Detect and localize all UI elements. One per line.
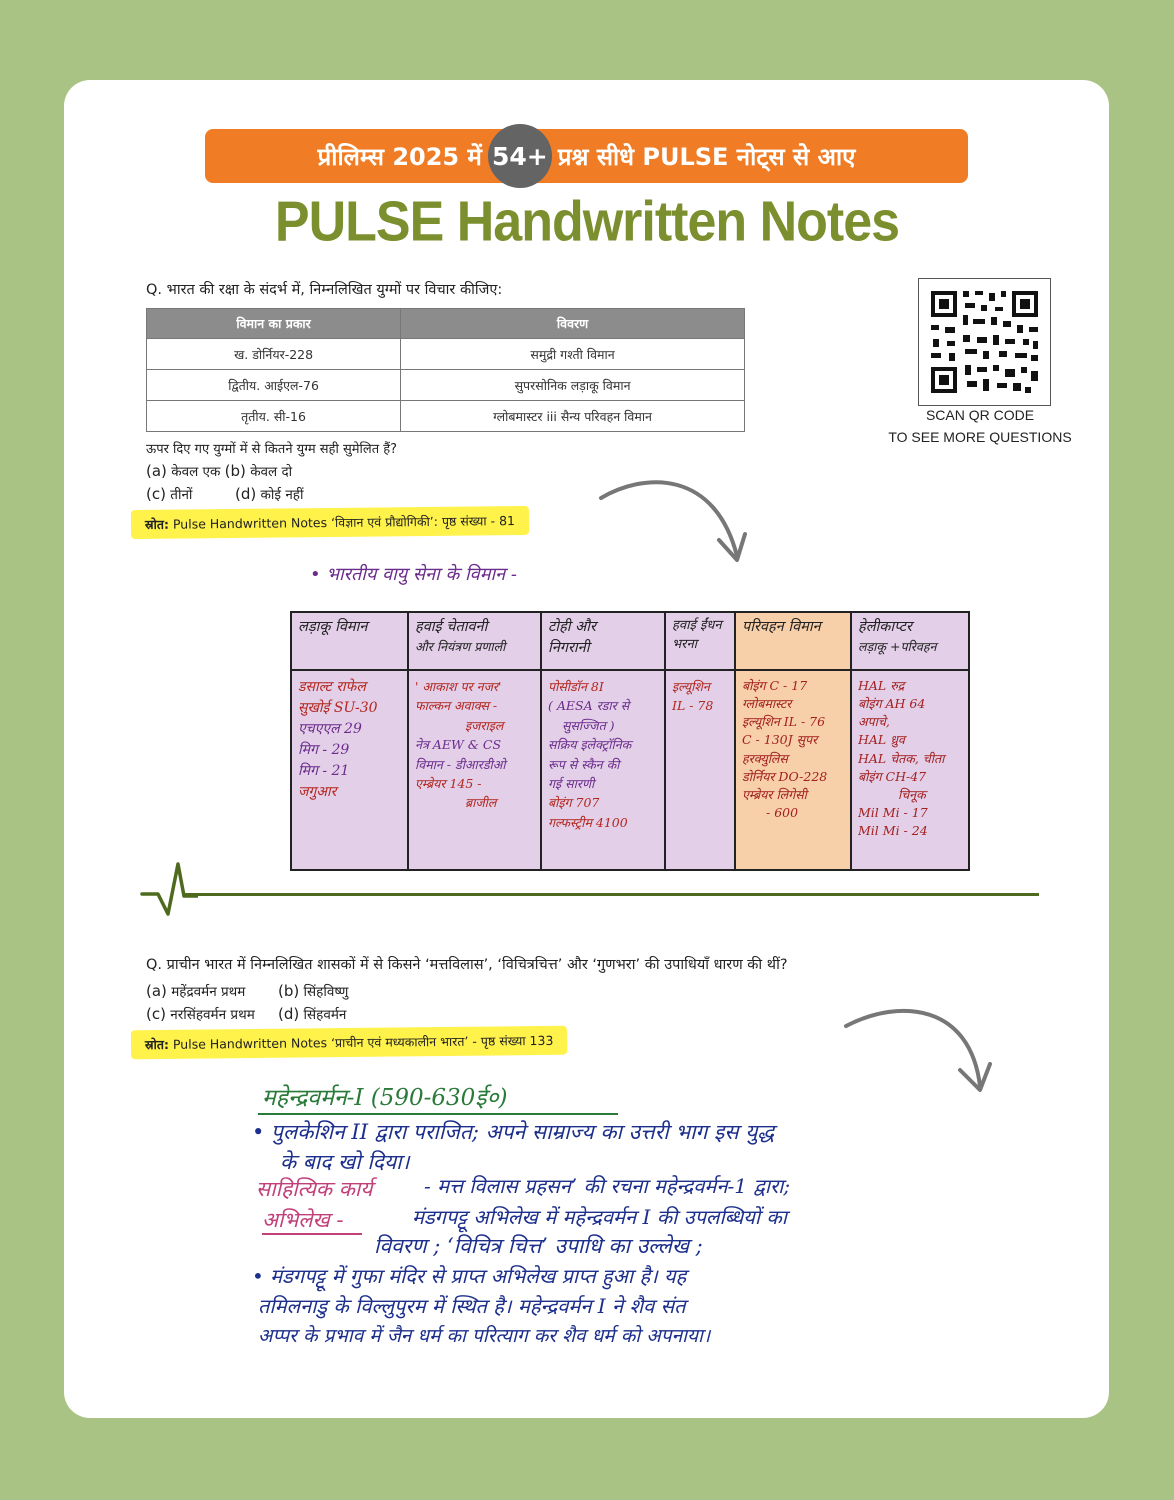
handwritten-line: • पुलकेशिन II द्वारा पराजित; अपने साम्राज्य का उत्तरी भाग इस युद्ध xyxy=(252,1120,775,1144)
qr-code[interactable] xyxy=(918,278,1051,406)
arrow-curve-icon xyxy=(595,470,755,570)
handwritten-line: तमिलनाडु के विल्लुपुरम में स्थित है। महेन्द्रवर्मन I ने शैव संत xyxy=(258,1294,686,1318)
table-cell: ख. डोर्नियर-228 xyxy=(147,339,401,370)
table-cell: समुद्री गश्ती विमान xyxy=(401,339,745,370)
handwritten-line: के बाद खो दिया। xyxy=(280,1150,410,1174)
qr-code-icon xyxy=(919,279,1050,405)
table-cell-helicopter: HAL रुद्र बोइंग AH 64 अपाचे, HAL ध्रुव HAL चेतक, चीता बोइंग CH-47 चिनूक Mil Mi - 17 Mil Mi - 24 xyxy=(851,670,969,870)
option-label: (b) xyxy=(278,982,300,1000)
handwritten-line: अप्पर के प्रभाव में जैन धर्म का परित्याग कर शैव धर्म को अपनाया। xyxy=(258,1325,711,1347)
table-header-row xyxy=(147,309,745,339)
option-b xyxy=(278,982,348,1000)
banner-text-after: प्रश्न सीधे PULSE नोट्स से आए xyxy=(557,142,856,171)
source-text: Pulse Handwritten Notes ‘प्राचीन एवं मध्यकालीन भारत’ - पृष्ठ संख्या 133 xyxy=(172,1032,554,1052)
option-text: कोई नहीं xyxy=(260,487,304,503)
handwritten-line: - मत्त विलास प्रहसन’ की रचना महेन्द्रवर्मन-1 द्वारा; xyxy=(424,1174,791,1198)
source-citation-1 xyxy=(131,506,529,539)
source-citation-2 xyxy=(131,1026,568,1060)
qr-caption-line2: TO SEE MORE QUESTIONS xyxy=(888,429,1072,445)
table-row xyxy=(291,670,969,870)
table-cell: द्वितीय. आईएल-76 xyxy=(147,370,401,401)
handwritten-line: • मंडगपट्टू में गुफा मंदिर से प्राप्त अभिलेख प्राप्त हुआ है। यह xyxy=(252,1264,687,1288)
table-header: टोही और निगरानी xyxy=(541,612,665,670)
option-text: सिंहवर्मन xyxy=(303,1007,347,1023)
option-label: (d) xyxy=(235,485,257,503)
section-divider xyxy=(183,893,1039,896)
option-label: (c) xyxy=(146,1005,166,1023)
option-label: (a) xyxy=(146,462,167,480)
table-header: हवाई ईंधन भरना xyxy=(665,612,735,670)
option-d xyxy=(278,1005,346,1023)
table-cell: तृतीय. सी-16 xyxy=(147,401,401,432)
option-a xyxy=(146,462,292,480)
option-label: (d) xyxy=(278,1005,300,1023)
question-1-table xyxy=(146,308,745,432)
option-text: नरसिंहवर्मन प्रथम xyxy=(170,1007,255,1023)
option-label: (b) xyxy=(224,462,246,480)
option-d xyxy=(235,485,303,503)
table-cell: ग्लोबमास्टर iii सैन्य परिवहन विमान xyxy=(401,401,745,432)
banner-text-before: प्रीलिम्स 2025 में xyxy=(317,142,482,171)
option-text: महेंद्रवर्मन प्रथम xyxy=(171,984,246,1000)
source-label: स्रोत: xyxy=(144,516,170,532)
table-cell-refuel: इल्यूशिन IL - 78 xyxy=(665,670,735,870)
table-cell-recon: पोसीडॉन 8I ( AESA रडार से सुसज्जित ) सक्रिय इलेक्ट्रॉनिक रूप से स्कैन की गई सारणी बोइंग 707 गल्फस्ट्रीम 4100 xyxy=(541,670,665,870)
table-row xyxy=(147,370,745,401)
label-underline xyxy=(262,1233,362,1235)
option-text: केवल दो xyxy=(250,464,293,480)
table-header: परिवहन विमान xyxy=(735,612,851,670)
table-cell-awacs: ' आकाश पर नजर' फाल्कन अवाक्स - इजराइल नेत्र AEW & CS विमान - डीआरडीओ एम्ब्रेयर 145 - ब्राजील xyxy=(408,670,541,870)
page-title: PULSE Handwritten Notes xyxy=(274,190,900,254)
heading-underline xyxy=(258,1113,618,1115)
handwritten-line: विवरण ; ‘विचित्र चित्त’ उपाधि का उल्लेख ; xyxy=(374,1234,703,1258)
option-c xyxy=(146,1005,255,1023)
label-inscription: अभिलेख - xyxy=(262,1208,344,1232)
question-1: Q. भारत की रक्षा के संदर्भ में, निम्नलिखित युग्मों पर विचार कीजिए: xyxy=(146,282,503,298)
heartbeat-line-icon xyxy=(138,860,198,920)
table-header: लड़ाकू विमान xyxy=(291,612,408,670)
label-literary-work: साहित्यिक कार्य xyxy=(256,1177,373,1201)
option-a xyxy=(146,982,245,1000)
table-cell-fighter: डसाल्ट राफेल सुखोई SU-30 एचएएल 29 मिग - 29 मिग - 21 जगुआर xyxy=(291,670,408,870)
table-row xyxy=(147,401,745,432)
option-label: (a) xyxy=(146,982,167,1000)
handwritten-heading-1: • भारतीय वायु सेना के विमान - xyxy=(310,564,517,585)
option-text: केवल एक xyxy=(171,464,221,480)
question-2: Q. प्राचीन भारत में निम्नलिखित शासकों में से किसने ‘मत्तविलास’, ‘विचित्रचित्त’ और ‘गुणभरा’ की उपाधियाँ धारण की थीं? xyxy=(146,957,788,973)
source-text: Pulse Handwritten Notes ‘विज्ञान एवं प्रौद्योगिकी’: पृष्ठ संख्या - 81 xyxy=(172,513,516,532)
table-header: हवाई चेतावनी और नियंत्रण प्रणाली xyxy=(408,612,541,670)
promo-banner xyxy=(205,129,968,183)
arrow-curve-icon xyxy=(840,1000,1000,1100)
option-c xyxy=(146,485,192,503)
handwritten-aircraft-table xyxy=(290,611,970,871)
table-cell: सुपरसोनिक लड़ाकू विमान xyxy=(401,370,745,401)
option-text: सिंहविष्णु xyxy=(303,984,349,1000)
handwritten-heading-2: महेन्द्रवर्मन-I (590-630ई०) xyxy=(262,1085,508,1111)
table-header-row xyxy=(291,612,969,670)
table-cell-transport: बोइंग C - 17 ग्लोबमास्टर इल्यूशिन IL - 76 C - 130J सुपर हरक्युलिस डोर्नियर DO-228 एम्ब्रेयर लिगेसी - 600 xyxy=(735,670,851,870)
qr-caption-line1: SCAN QR CODE xyxy=(925,407,1035,423)
table-header: विवरण xyxy=(401,309,745,339)
handwritten-line: मंडगपट्टू अभिलेख में महेन्द्रवर्मन I की उपलब्धियों का xyxy=(412,1205,787,1229)
source-label: स्रोत: xyxy=(144,1036,170,1053)
option-label: (c) xyxy=(146,485,166,503)
table-row xyxy=(147,339,745,370)
table-header: हेलीकाप्टर लड़ाकू +परिवहन xyxy=(851,612,969,670)
question-1-prompt: ऊपर दिए गए युग्मों में से कितने युग्म सही सुमेलित हैं? xyxy=(146,442,398,457)
table-header: विमान का प्रकार xyxy=(147,309,401,339)
option-text: तीनों xyxy=(170,487,193,503)
banner-badge: 54+ xyxy=(488,124,552,188)
